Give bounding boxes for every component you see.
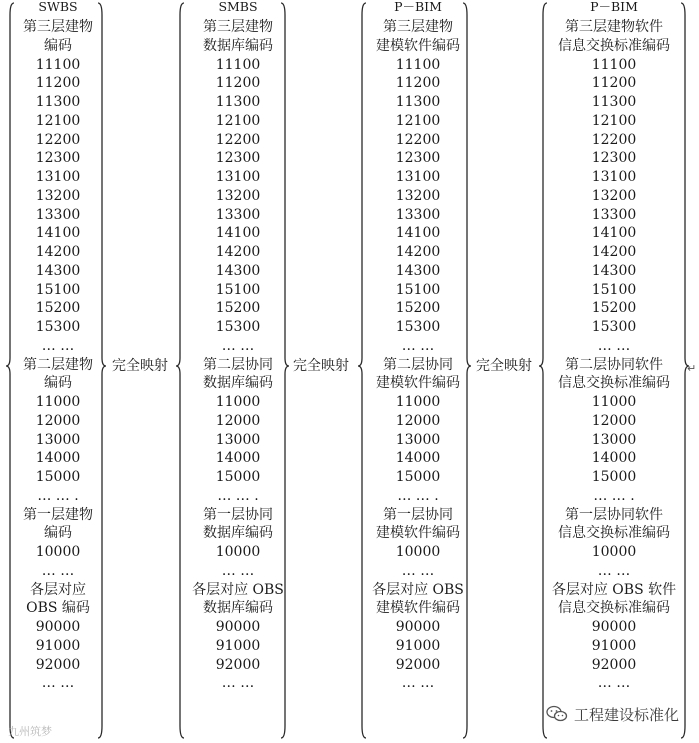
code-line: 14100: [35, 225, 81, 242]
code-line: 15000: [591, 469, 637, 485]
code-line: 91000: [35, 637, 81, 654]
code-line: 各层对应 OBS: [372, 581, 464, 598]
code-line: … … .: [217, 487, 259, 504]
code-line: 12200: [395, 131, 441, 148]
code-line: … …: [221, 675, 255, 692]
code-line: 90000: [35, 619, 81, 635]
code-line: 11200: [395, 75, 441, 92]
code-line: 90000: [215, 619, 261, 635]
code-line: 第一层建物: [23, 506, 93, 523]
code-line: 13100: [591, 169, 637, 185]
code-line: … …: [41, 337, 75, 354]
code-line: 11300: [35, 94, 81, 110]
code-line: 12300: [215, 150, 261, 167]
code-column-3: [363, 0, 473, 741]
code-line: … …: [597, 675, 631, 692]
code-line: 建模软件编码: [376, 525, 460, 542]
code-line: 各层对应: [30, 581, 86, 598]
code-line: … … .: [397, 487, 439, 504]
code-line: 90000: [591, 619, 637, 635]
wechat-icon: [546, 705, 568, 727]
code-line: 各层对应 OBS 软件: [551, 581, 677, 598]
code-line: 数据库编码: [203, 37, 273, 54]
code-line: 12200: [35, 131, 81, 148]
column-header: SWBS: [38, 0, 78, 14]
code-line: 13300: [591, 206, 637, 223]
column-header: SMBS: [218, 0, 258, 14]
code-line: 13100: [215, 169, 261, 185]
code-line: 14200: [215, 244, 261, 260]
code-line: 信息交换标准编码: [558, 375, 670, 392]
column-header: P－BIM: [394, 0, 442, 14]
code-line: 13200: [215, 187, 261, 204]
code-line: … …: [597, 562, 631, 579]
code-line: 编码: [44, 525, 72, 542]
code-line: 11300: [591, 94, 637, 110]
code-line: 12200: [591, 131, 637, 148]
code-line: 13200: [395, 187, 441, 204]
code-line: 12000: [215, 412, 261, 429]
code-line: … …: [41, 562, 75, 579]
mapping-label: 完全映射: [112, 358, 168, 374]
code-line: … …: [41, 675, 75, 692]
code-line: 第二层协同: [383, 356, 453, 373]
code-line: 第二层建物: [23, 356, 93, 373]
mapping-label: 完全映射: [293, 358, 349, 374]
code-line: 11300: [395, 94, 441, 110]
code-line: 第三层建物: [383, 19, 453, 35]
watermark-text: 工程建设标准化: [573, 706, 679, 724]
code-line: 14000: [591, 450, 637, 467]
code-line: 编码: [44, 375, 72, 392]
code-line: 12100: [591, 112, 637, 129]
code-line: 13100: [35, 169, 81, 185]
wechat-watermark: [546, 704, 679, 727]
code-line: 15000: [395, 469, 441, 485]
code-line: 13300: [35, 206, 81, 223]
paragraph-return-mark: ↵: [687, 362, 697, 375]
code-line: 13000: [35, 431, 81, 448]
code-line: 各层对应 OBS: [192, 581, 284, 598]
code-line: 建模软件编码: [376, 600, 460, 617]
code-line: … …: [401, 337, 435, 354]
code-line: 11100: [215, 56, 261, 73]
code-line: 11100: [35, 56, 81, 73]
code-line: 第一层协同: [203, 506, 273, 523]
code-line: 建模软件编码: [376, 375, 460, 392]
code-line: 12300: [35, 150, 81, 167]
code-line: 13200: [591, 187, 637, 204]
code-line: 13000: [591, 431, 637, 448]
code-line: 10000: [591, 544, 637, 560]
code-line: 11100: [591, 56, 637, 73]
code-line: 92000: [395, 656, 441, 673]
code-line: 14000: [395, 450, 441, 467]
code-line: 第三层建物: [23, 19, 93, 35]
code-line: 信息交换标准编码: [558, 525, 670, 542]
code-line: 15100: [395, 281, 441, 298]
code-line: 15100: [35, 281, 81, 298]
code-line: 第一层协同软件: [565, 506, 663, 523]
code-line: 第三层建物软件: [565, 19, 663, 35]
code-column-1: [10, 0, 106, 741]
code-line: 14200: [591, 244, 637, 260]
code-line: 11100: [395, 56, 441, 73]
code-line: 15200: [215, 300, 261, 317]
code-line: 11200: [215, 75, 261, 92]
code-line: … …: [597, 337, 631, 354]
code-line: 10000: [35, 544, 81, 560]
code-line: 91000: [591, 637, 637, 654]
code-line: 91000: [215, 637, 261, 654]
code-line: 14200: [35, 244, 81, 260]
code-line: 90000: [395, 619, 441, 635]
code-line: … … .: [37, 487, 79, 504]
code-line: 92000: [35, 656, 81, 673]
code-line: 13300: [215, 206, 261, 223]
code-column-2: [183, 0, 293, 741]
code-line: 11000: [35, 394, 81, 410]
code-line: 12200: [215, 131, 261, 148]
code-line: 14100: [215, 225, 261, 242]
code-line: 11000: [591, 394, 637, 410]
code-line: 第三层建物: [203, 19, 273, 35]
code-line: 12300: [395, 150, 441, 167]
code-line: 14100: [591, 225, 637, 242]
code-line: OBS 编码: [26, 600, 90, 617]
code-line: 15200: [35, 300, 81, 317]
code-line: 14100: [395, 225, 441, 242]
code-line: 15300: [591, 319, 637, 335]
code-line: 13200: [35, 187, 81, 204]
code-line: 数据库编码: [203, 525, 273, 542]
code-line: 14000: [215, 450, 261, 467]
corner-watermark: 九州筑梦: [8, 725, 52, 738]
code-line: 14000: [35, 450, 81, 467]
code-line: … … .: [593, 487, 635, 504]
code-line: 13000: [395, 431, 441, 448]
code-line: 15200: [395, 300, 441, 317]
code-line: 15300: [215, 319, 261, 335]
code-line: 10000: [215, 544, 261, 560]
code-line: 11000: [215, 394, 261, 410]
code-line: 91000: [395, 637, 441, 654]
code-line: 11300: [215, 94, 261, 110]
code-line: 15000: [35, 469, 81, 485]
code-line: 编码: [44, 37, 72, 54]
code-line: … …: [221, 337, 255, 354]
code-line: 12100: [215, 112, 261, 129]
code-line: 12100: [35, 112, 81, 129]
code-line: 15000: [215, 469, 261, 485]
code-line: 92000: [215, 656, 261, 673]
code-line: 12100: [395, 112, 441, 129]
code-line: 第二层协同软件: [565, 356, 663, 373]
code-line: 12000: [591, 412, 637, 429]
code-line: 13300: [395, 206, 441, 223]
code-line: 15100: [591, 281, 637, 298]
code-line: 15100: [215, 281, 261, 298]
code-line: 11000: [395, 394, 441, 410]
column-header: P－BIM: [590, 0, 638, 14]
code-line: 12000: [395, 412, 441, 429]
code-line: 13000: [215, 431, 261, 448]
code-line: 11200: [591, 75, 637, 92]
code-line: 第二层协同: [203, 356, 273, 373]
code-line: 信息交换标准编码: [558, 600, 670, 617]
code-line: 15300: [395, 319, 441, 335]
code-line: 14200: [395, 244, 441, 260]
code-line: 数据库编码: [203, 600, 273, 617]
code-line: 15200: [591, 300, 637, 317]
code-line: 12300: [591, 150, 637, 167]
code-line: 14300: [215, 262, 261, 279]
mapping-label: 完全映射: [476, 358, 532, 374]
code-line: 92000: [591, 656, 637, 673]
code-line: 第一层协同: [383, 506, 453, 523]
code-line: 14300: [591, 262, 637, 279]
code-line: 11200: [35, 75, 81, 92]
code-line: 12000: [35, 412, 81, 429]
code-line: 14300: [35, 262, 81, 279]
code-column-4: [539, 0, 689, 741]
code-line: … …: [401, 675, 435, 692]
code-line: 10000: [395, 544, 441, 560]
code-line: 14300: [395, 262, 441, 279]
code-line: … …: [401, 562, 435, 579]
code-line: 信息交换标准编码: [558, 37, 670, 54]
code-line: 13100: [395, 169, 441, 185]
code-line: … …: [221, 562, 255, 579]
code-line: 15300: [35, 319, 81, 335]
code-line: 数据库编码: [203, 375, 273, 392]
code-line: 建模软件编码: [376, 37, 460, 54]
